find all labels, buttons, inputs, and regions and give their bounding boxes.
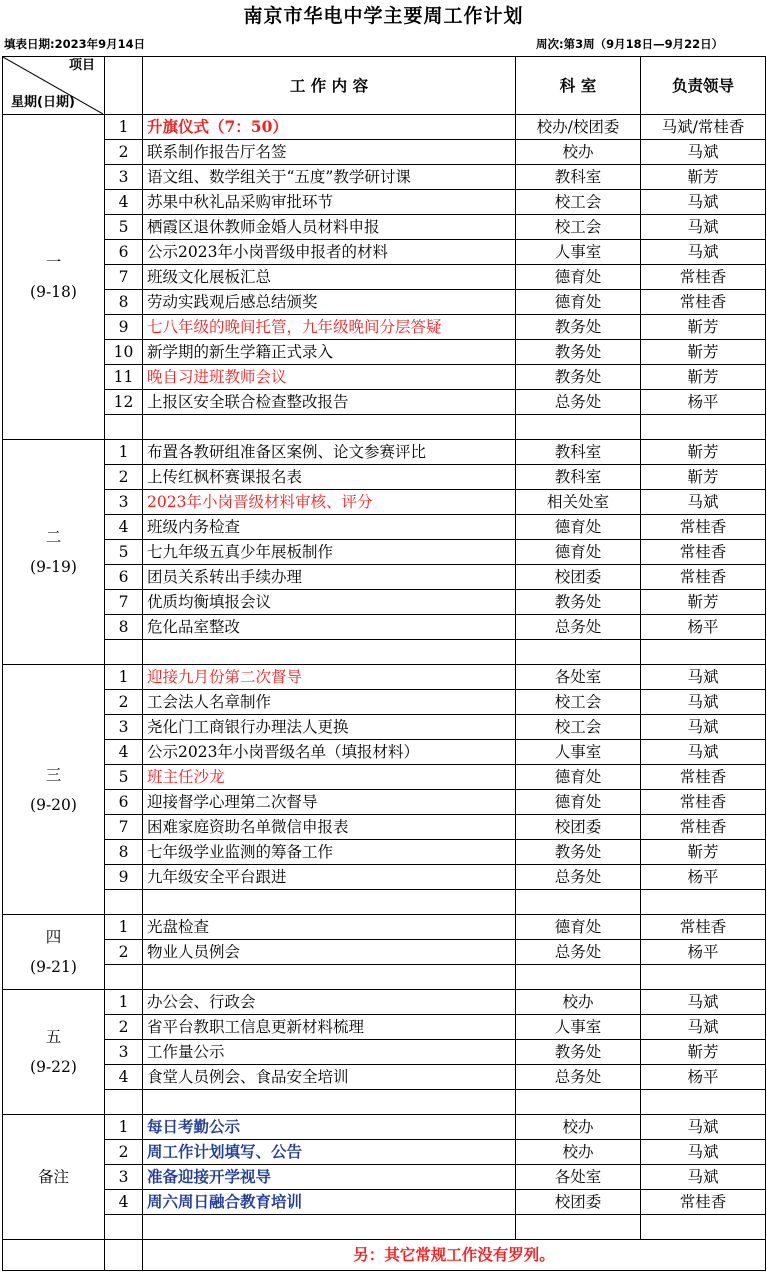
task-text: 食堂人员例会、食品安全培训 [143, 1065, 516, 1090]
task-leader: 常桂香 [641, 265, 766, 290]
task-office: 校工会 [516, 190, 641, 215]
task-office: 教务处 [516, 340, 641, 365]
header-office: 科 室 [516, 57, 641, 115]
blank-row [3, 640, 766, 665]
task-office: 教科室 [516, 165, 641, 190]
task-leader: 靳芳 [641, 440, 766, 465]
table-row [3, 340, 766, 365]
table-row [3, 940, 766, 965]
table-row [3, 1190, 766, 1215]
task-leader: 马斌 [641, 490, 766, 515]
table-row [3, 315, 766, 340]
task-text: 班主任沙龙 [143, 765, 516, 790]
blank-cell [143, 1215, 516, 1240]
blank-cell [516, 640, 641, 665]
task-leader: 马斌 [641, 1140, 766, 1165]
task-leader: 常桂香 [641, 290, 766, 315]
day-name: 五 [45, 1028, 62, 1046]
task-number: 2 [105, 940, 143, 965]
blank-cell [641, 890, 766, 915]
blank-row [3, 890, 766, 915]
task-office: 德育处 [516, 790, 641, 815]
task-office: 德育处 [516, 290, 641, 315]
task-number: 2 [105, 465, 143, 490]
task-office: 校办/校团委 [516, 115, 641, 140]
task-leader: 常桂香 [641, 915, 766, 940]
table-row [3, 365, 766, 390]
table-row [3, 915, 766, 940]
task-leader: 常桂香 [641, 765, 766, 790]
task-text: 迎接督学心理第二次督导 [143, 790, 516, 815]
task-office: 德育处 [516, 540, 641, 565]
task-number: 2 [105, 1140, 143, 1165]
task-number: 9 [105, 315, 143, 340]
task-text: 班级内务检查 [143, 515, 516, 540]
day-cell [3, 1115, 105, 1240]
task-office: 校工会 [516, 715, 641, 740]
task-text: 优质均衡填报会议 [143, 590, 516, 615]
task-text: 苏果中秋礼品采购审批环节 [143, 190, 516, 215]
task-leader: 常桂香 [641, 540, 766, 565]
task-office: 德育处 [516, 265, 641, 290]
task-leader: 马斌 [641, 1165, 766, 1190]
task-text: 联系制作报告厅名签 [143, 140, 516, 165]
table-row [3, 1040, 766, 1065]
task-office: 总务处 [516, 940, 641, 965]
task-number: 4 [105, 1065, 143, 1090]
blank-cell [143, 890, 516, 915]
task-number: 7 [105, 590, 143, 615]
table-row [3, 1165, 766, 1190]
task-number: 5 [105, 215, 143, 240]
task-text: 准备迎接开学视导 [143, 1165, 516, 1190]
table-row [3, 140, 766, 165]
task-number: 6 [105, 565, 143, 590]
table-row [3, 590, 766, 615]
table-row [3, 390, 766, 415]
table-row [3, 165, 766, 190]
header-leader: 负责领导 [641, 57, 766, 115]
table-row [3, 515, 766, 540]
table-row [3, 240, 766, 265]
task-number: 2 [105, 140, 143, 165]
task-number: 8 [105, 290, 143, 315]
task-number: 5 [105, 765, 143, 790]
task-office: 各处室 [516, 665, 641, 690]
task-leader: 马斌 [641, 990, 766, 1015]
blank-cell [516, 1090, 641, 1115]
table-row [3, 1065, 766, 1090]
task-leader: 马斌 [641, 740, 766, 765]
task-office: 总务处 [516, 615, 641, 640]
day-cell [3, 915, 105, 990]
diagonal-header-cell [3, 57, 105, 115]
plan-body [3, 57, 766, 1271]
task-number: 7 [105, 815, 143, 840]
task-text: 晚自习进班教师会议 [143, 365, 516, 390]
task-leader: 靳芳 [641, 365, 766, 390]
task-office: 校办 [516, 140, 641, 165]
task-leader: 靳芳 [641, 165, 766, 190]
task-office: 校团委 [516, 815, 641, 840]
day-date: (9-22) [30, 1058, 77, 1076]
footer-note: 另：其它常规工作没有罗列。 [143, 1240, 766, 1271]
task-text: 周六周日融合教育培训 [143, 1190, 516, 1215]
task-text: 物业人员例会 [143, 940, 516, 965]
table-row [3, 665, 766, 690]
task-leader: 常桂香 [641, 515, 766, 540]
table-row [3, 1115, 766, 1140]
table-row [3, 615, 766, 640]
task-office: 校办 [516, 1140, 641, 1165]
task-number: 6 [105, 790, 143, 815]
day-date: (9-19) [30, 558, 77, 576]
table-row [3, 1140, 766, 1165]
task-text: 困难家庭资助名单微信申报表 [143, 815, 516, 840]
task-leader: 靳芳 [641, 590, 766, 615]
task-office: 人事室 [516, 740, 641, 765]
blank-cell [641, 1090, 766, 1115]
day-date: (9-21) [30, 958, 77, 976]
header-row [3, 57, 766, 115]
work-plan-table [2, 56, 766, 1271]
day-name: 四 [45, 928, 62, 946]
task-office: 人事室 [516, 1015, 641, 1040]
blank-cell [516, 890, 641, 915]
task-office: 校工会 [516, 690, 641, 715]
task-text: 劳动实践观后感总结颁奖 [143, 290, 516, 315]
day-cell [3, 990, 105, 1115]
task-number: 4 [105, 515, 143, 540]
blank-cell [641, 415, 766, 440]
task-office: 总务处 [516, 390, 641, 415]
task-text: 七年级学业监测的筹备工作 [143, 840, 516, 865]
task-leader: 杨平 [641, 1065, 766, 1090]
blank-cell [105, 1215, 143, 1240]
task-number: 1 [105, 440, 143, 465]
table-row [3, 215, 766, 240]
task-leader: 马斌/常桂香 [641, 115, 766, 140]
task-text: 公示2023年小岗晋级申报者的材料 [143, 240, 516, 265]
task-office: 德育处 [516, 515, 641, 540]
table-row [3, 765, 766, 790]
table-row [3, 1015, 766, 1040]
task-office: 校办 [516, 990, 641, 1015]
task-text: 栖霞区退休教师金婚人员材料申报 [143, 215, 516, 240]
blank-cell [105, 640, 143, 665]
blank-cell [641, 640, 766, 665]
task-text: 团员关系转出手续办理 [143, 565, 516, 590]
task-text: 省平台教职工信息更新材料梳理 [143, 1015, 516, 1040]
task-leader: 常桂香 [641, 565, 766, 590]
header-content: 工 作 内 容 [143, 57, 516, 115]
task-number: 3 [105, 165, 143, 190]
task-leader: 靳芳 [641, 465, 766, 490]
day-cell [3, 115, 105, 440]
task-number: 3 [105, 715, 143, 740]
task-number: 5 [105, 540, 143, 565]
table-row [3, 990, 766, 1015]
task-office: 教务处 [516, 590, 641, 615]
task-number: 1 [105, 1115, 143, 1140]
blank-cell [143, 1090, 516, 1115]
table-row [3, 715, 766, 740]
task-leader: 马斌 [641, 1115, 766, 1140]
task-leader: 马斌 [641, 190, 766, 215]
task-number: 3 [105, 1165, 143, 1190]
task-office: 各处室 [516, 1165, 641, 1190]
footer-row [3, 1240, 766, 1271]
task-text: 九年级安全平台跟进 [143, 865, 516, 890]
task-number: 8 [105, 840, 143, 865]
table-row [3, 740, 766, 765]
task-text: 工作量公示 [143, 1040, 516, 1065]
task-office: 教务处 [516, 1040, 641, 1065]
task-text: 迎接九月份第二次督导 [143, 665, 516, 690]
task-leader: 杨平 [641, 390, 766, 415]
header-item-label: 项目 [68, 58, 95, 73]
blank-cell [105, 1090, 143, 1115]
table-row [3, 465, 766, 490]
task-leader: 靳芳 [641, 1040, 766, 1065]
blank-cell [143, 640, 516, 665]
blank-row [3, 415, 766, 440]
task-leader: 马斌 [641, 1015, 766, 1040]
task-text: 工会法人名章制作 [143, 690, 516, 715]
task-leader: 马斌 [641, 215, 766, 240]
task-number: 1 [105, 990, 143, 1015]
day-date: (9-20) [30, 795, 77, 814]
blank-cell [516, 415, 641, 440]
task-text: 升旗仪式（7：50） [143, 115, 516, 140]
task-text: 班级文化展板汇总 [143, 265, 516, 290]
blank-cell [641, 965, 766, 990]
task-text: 七九年级五真少年展板制作 [143, 540, 516, 565]
task-text: 危化品室整改 [143, 615, 516, 640]
blank-row [3, 1215, 766, 1240]
week-info: 周次:第3周（9月18日—9月22日） [536, 37, 724, 51]
task-text: 上传红枫杯赛课报名表 [143, 465, 516, 490]
task-leader: 马斌 [641, 715, 766, 740]
task-leader: 靳芳 [641, 840, 766, 865]
table-row [3, 440, 766, 465]
table-row [3, 115, 766, 140]
header-number-cell [105, 57, 143, 115]
table-row [3, 815, 766, 840]
blank-cell [105, 890, 143, 915]
task-office: 校办 [516, 1115, 641, 1140]
task-leader: 马斌 [641, 140, 766, 165]
task-text: 尧化门工商银行办理法人更换 [143, 715, 516, 740]
task-number: 3 [105, 490, 143, 515]
table-row [3, 565, 766, 590]
task-office: 教务处 [516, 365, 641, 390]
task-office: 教务处 [516, 315, 641, 340]
task-text: 周工作计划填写、公告 [143, 1140, 516, 1165]
task-number: 4 [105, 1190, 143, 1215]
task-office: 相关处室 [516, 490, 641, 515]
task-text: 每日考勤公示 [143, 1115, 516, 1140]
footer-blank-cell [3, 1240, 105, 1271]
blank-cell [516, 1215, 641, 1240]
blank-cell [516, 965, 641, 990]
header-day-label: 星期(日期) [11, 95, 75, 110]
task-text: 语文组、数学组关于“五度”教学研讨课 [143, 165, 516, 190]
table-row [3, 840, 766, 865]
task-leader: 杨平 [641, 615, 766, 640]
blank-cell [143, 965, 516, 990]
task-number: 11 [105, 365, 143, 390]
day-name: 备注 [37, 1168, 69, 1186]
task-office: 人事室 [516, 240, 641, 265]
task-office: 校团委 [516, 1190, 641, 1215]
task-text: 公示2023年小岗晋级名单（填报材料） [143, 740, 516, 765]
task-number: 1 [105, 915, 143, 940]
task-number: 1 [105, 115, 143, 140]
task-number: 8 [105, 615, 143, 640]
task-office: 教科室 [516, 440, 641, 465]
task-number: 3 [105, 1040, 143, 1065]
task-number: 6 [105, 240, 143, 265]
day-name: 一 [45, 253, 62, 271]
task-leader: 常桂香 [641, 790, 766, 815]
task-office: 总务处 [516, 865, 641, 890]
task-leader: 常桂香 [641, 815, 766, 840]
task-office: 德育处 [516, 765, 641, 790]
table-row [3, 790, 766, 815]
day-cell [3, 440, 105, 665]
blank-cell [105, 965, 143, 990]
page-title: 南京市华电中学主要周工作计划 [243, 5, 524, 27]
task-text: 上报区安全联合检查整改报告 [143, 390, 516, 415]
task-leader: 杨平 [641, 865, 766, 890]
task-text: 光盘检查 [143, 915, 516, 940]
day-date: (9-18) [30, 283, 77, 301]
task-number: 2 [105, 1015, 143, 1040]
table-row [3, 865, 766, 890]
task-leader: 常桂香 [641, 1190, 766, 1215]
task-leader: 杨平 [641, 940, 766, 965]
task-number: 4 [105, 740, 143, 765]
task-office: 德育处 [516, 915, 641, 940]
task-leader: 马斌 [641, 690, 766, 715]
table-row [3, 290, 766, 315]
day-name: 二 [45, 528, 62, 546]
task-number: 7 [105, 265, 143, 290]
task-office: 校工会 [516, 215, 641, 240]
task-text: 七八年级的晚间托管，九年级晚间分层答疑 [143, 315, 516, 340]
task-number: 4 [105, 190, 143, 215]
task-number: 10 [105, 340, 143, 365]
task-number: 9 [105, 865, 143, 890]
task-number: 1 [105, 665, 143, 690]
task-office: 教务处 [516, 840, 641, 865]
fill-date: 填表日期:2023年9月14日 [4, 37, 146, 51]
task-text: 办公会、行政会 [143, 990, 516, 1015]
task-leader: 马斌 [641, 665, 766, 690]
blank-cell [143, 415, 516, 440]
task-number: 12 [105, 390, 143, 415]
task-office: 教科室 [516, 465, 641, 490]
table-row [3, 490, 766, 515]
task-text: 新学期的新生学籍正式录入 [143, 340, 516, 365]
day-cell [3, 665, 105, 915]
blank-cell [641, 1215, 766, 1240]
table-row [3, 540, 766, 565]
day-name: 三 [45, 765, 62, 784]
task-leader: 靳芳 [641, 315, 766, 340]
task-number: 2 [105, 690, 143, 715]
task-text: 布置各教研组准备区案例、论文参赛评比 [143, 440, 516, 465]
task-leader: 马斌 [641, 240, 766, 265]
blank-row [3, 965, 766, 990]
table-row [3, 190, 766, 215]
task-office: 校团委 [516, 565, 641, 590]
footer-blank-cell [105, 1240, 143, 1271]
table-row [3, 265, 766, 290]
task-leader: 靳芳 [641, 340, 766, 365]
table-row [3, 690, 766, 715]
blank-row [3, 1090, 766, 1115]
task-office: 总务处 [516, 1065, 641, 1090]
task-text: 2023年小岗晋级材料审核、评分 [143, 490, 516, 515]
blank-cell [105, 415, 143, 440]
